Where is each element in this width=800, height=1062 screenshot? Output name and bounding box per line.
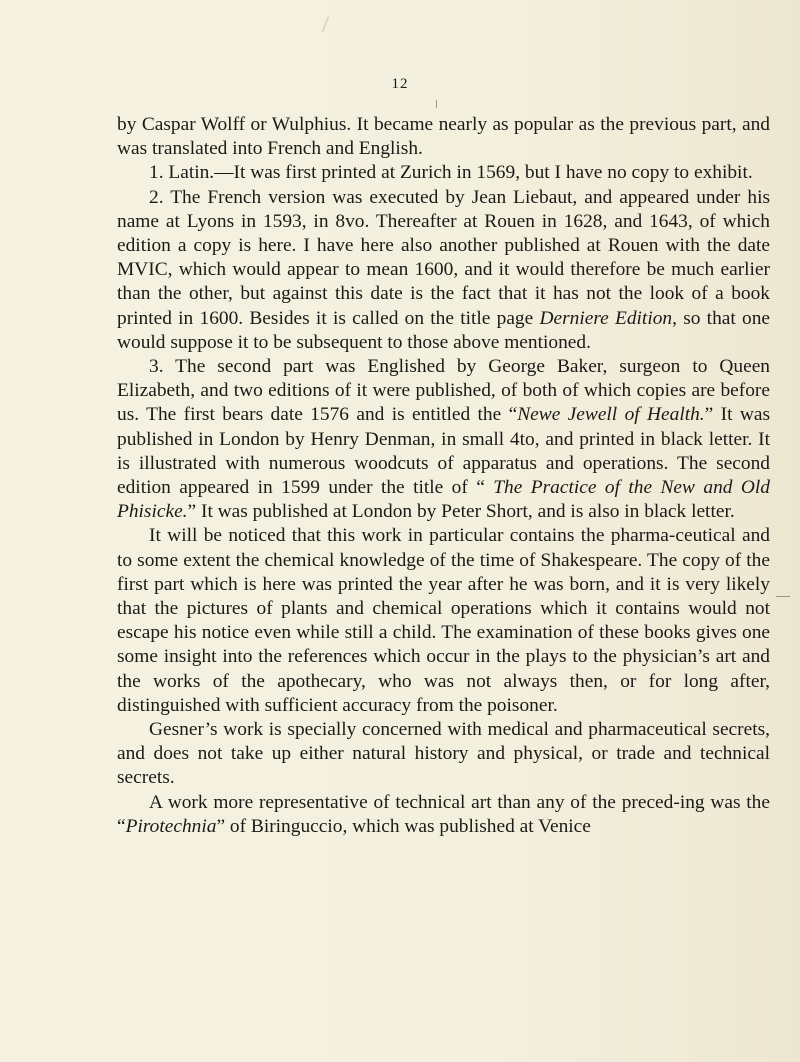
paragraph — [117, 355, 770, 524]
italic-title: Newe Jewell of Health. — [517, 404, 705, 426]
text-run: 2. The French version was executed by Jean Liebaut, and appeared under his name at Lyons in 1593, in 8vo. Thereafter at Rouen in 1628, and 1643, of which edition a copy is here. I have here also another published at Rouen with the date MVIC, which would appear to mean 1600, and it would therefore be much earlier than the other, but against this date is the fact that it has not the look of a book printed in 1600. Besides it is called on the title page — [117, 186, 770, 329]
pencil-mark — [322, 16, 329, 31]
paragraph — [117, 791, 770, 839]
paragraph — [117, 113, 770, 161]
paragraph — [117, 186, 770, 355]
printer-mark — [436, 100, 437, 108]
italic-title: Pirotechnia — [125, 815, 217, 837]
margin-mark — [776, 596, 790, 597]
paragraph — [117, 524, 770, 718]
paragraph — [117, 718, 770, 791]
text-run: It will be noticed that this work in particular contains the pharma-ceutical and to some extent the chemical knowledge of the time of Shakespeare. The copy of the first part which is here was printed the year after he was born, and it is very likely that the pictures of plants and chemical operations which it contains would not escape his notice even while still a child. The examination of these books gives one some insight into the references which occur in the plays to the physician’s art and the works of the apothecary, who was not always then, or for long after, distinguished with sufficient accuracy from the poisoner. — [117, 525, 770, 716]
italic-title: Derniere Edition — [539, 307, 673, 329]
text-run: ” of Biringuccio, which was published at Venice — [216, 815, 591, 837]
text-run: Gesner’s work is specially concerned with medical and pharmaceutical secrets, and does not take up either natural history and physical, or trade and technical secrets. — [117, 719, 770, 789]
body-text — [117, 113, 770, 839]
text-run: , so that one would suppose it to be subsequent to those above mentioned. — [117, 307, 771, 353]
text-run: ” It was published in London by Henry Denman, in small 4to, and printed in black letter. It is illustrated with numerous woodcuts of apparatus and operations. The second edition appeared in 1599 under the title of “ — [117, 404, 771, 499]
text-run: 3. The second part was Englished by George Baker, surgeon to Queen Elizabeth, and two editions of it were published, of both of which copies are before us. The first bears date 1576 and is entitled the “ — [117, 356, 770, 426]
text-run: ” It was published at London by Peter Short, and is also in black letter. — [187, 501, 735, 523]
text-run: 1. Latin.—It was first printed at Zurich in 1569, but I have no copy to exhibit. — [149, 162, 753, 184]
page-number: 12 — [391, 76, 409, 92]
text-run: A work more representative of technical art than any of the preced-ing was the “ — [117, 791, 770, 837]
paragraph — [117, 161, 770, 185]
italic-title: The Practice of the New and Old Phisicke. — [117, 477, 770, 523]
text-run: by Caspar Wolff or Wulphius. It became nearly as popular as the previous part, and was translated into French and English. — [117, 114, 770, 160]
